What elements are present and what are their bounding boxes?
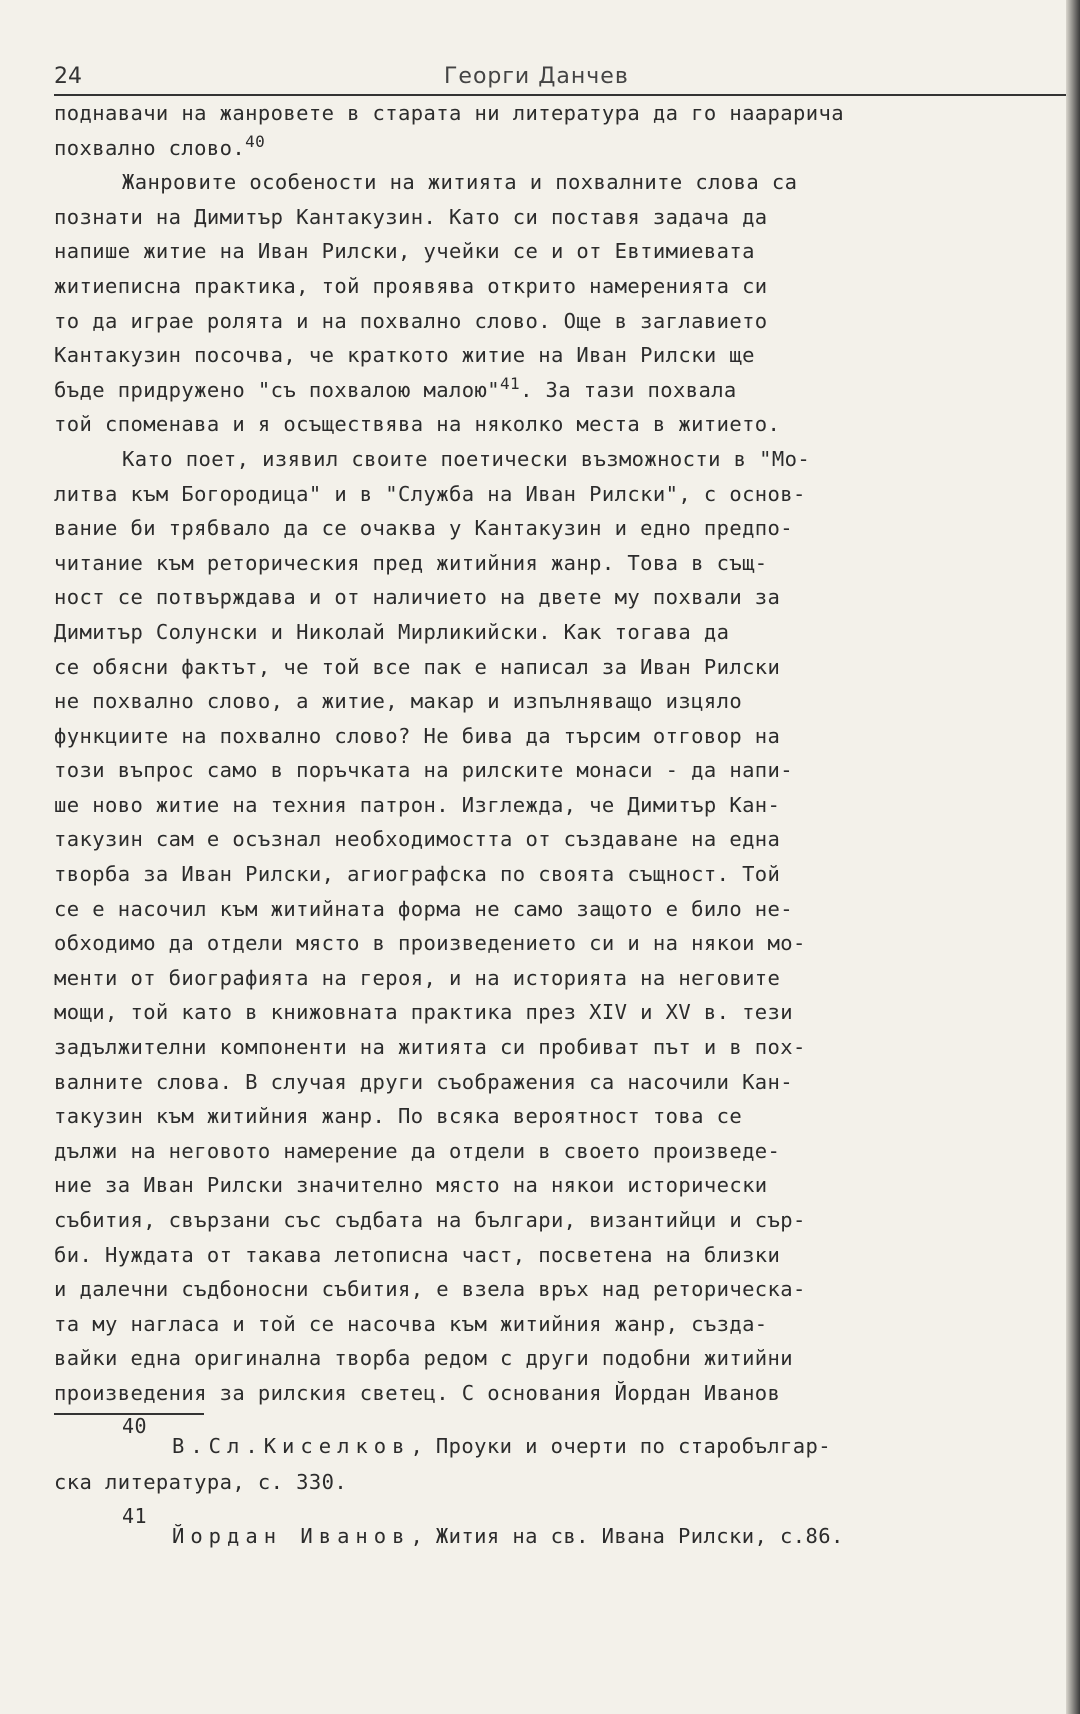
running-head: Георги Данчев <box>444 64 629 89</box>
text-line: той споменава и я осъществява на няколко места в житието. <box>54 412 781 437</box>
text-line: то да играе ролята и на похвално слово. Още в заглавието <box>54 308 768 333</box>
text-line: творба за Иван Рилски, агиографска по своята същност. Той <box>54 862 781 887</box>
text-line: вание би трябвало да се очаква у Кантакузин и едно предпо- <box>54 516 794 541</box>
text-line: този въпрос само в поръчката на рилските монаси - да напи- <box>54 758 794 783</box>
text-line: ше ново житие на техния патрон. Изглежда, че Димитър Кан- <box>54 792 781 817</box>
text-line: задължителни компоненти на житията си пробиват път и в пох- <box>54 1035 806 1060</box>
text-line: житиеписна практика, той проявява открито намеренията си <box>54 273 768 298</box>
text-line: валните слова. В случая други съображения са насочили Кан- <box>54 1069 794 1094</box>
text-line: не похвално слово, а житие, макар и изпълняващо изцяло <box>54 689 743 714</box>
text-line: познати на Димитър Кантакузин. Като си поставя задача да <box>54 204 768 229</box>
text-line: читание към реторическия пред житийния жанр. Това в същ- <box>54 550 768 575</box>
footnote-continuation: ска литература, с. 330. <box>54 1470 348 1494</box>
footnote-author: Йордан Иванов <box>172 1524 411 1548</box>
text-line: дължи на неговото намерение да отдели в своето произведе- <box>54 1138 781 1163</box>
text-segment: похвално слово. <box>54 135 246 160</box>
text-line: обходимо да отдели място в произведението си и на някои мо- <box>54 931 806 956</box>
text-line: произведения за рилския светец. С основания Йордан Иванов <box>54 1380 781 1405</box>
paragraph-start: Жанровите особености на житията и похвалните слова са <box>122 170 798 195</box>
text-line: вайки една оригинална творба редом с други подобни житийни <box>54 1346 794 1371</box>
text-line: Димитър Солунски и Николай Мирликийски. Как тогава да <box>54 619 730 644</box>
text-line: мощи, той като в книжовната практика през XIV и XV в. тези <box>54 1000 794 1025</box>
text-line: литва към Богородица" и в "Служба на Иван Рилски", с основ- <box>54 481 806 506</box>
text-line: ност се потвърждава и от наличието на двете му похвали за <box>54 585 781 610</box>
text-line <box>54 373 1064 408</box>
footnote-number: 41 <box>122 1504 147 1528</box>
text-line: ние за Иван Рилски значително място на някои исторически <box>54 1173 768 1198</box>
text-line: се е насочил към житийната форма не само защото е било не- <box>54 896 794 921</box>
text-line: Кантакузин посочва, че краткото житие на Иван Рилски ще <box>54 343 755 368</box>
text-line: такузин към житийния жанр. По всяка вероятност това се <box>54 1104 743 1129</box>
footnote-number: 40 <box>122 1414 147 1438</box>
footnote-author: В.Сл.Киселков <box>172 1434 411 1458</box>
footnote-41 <box>54 1504 1064 1554</box>
text-line: се обясни фактът, че той все пак е написал за Иван Рилски <box>54 654 781 679</box>
page-number: 24 <box>54 64 82 89</box>
footnote-40 <box>54 1414 1064 1500</box>
text-line: напише житие на Иван Рилски, учейки се и от Евтимиевата <box>54 239 755 264</box>
text-segment: бъде придружено "съ похвалою малою" <box>54 377 500 402</box>
text-line: такузин сам е осъзнал необходимостта от създаване на една <box>54 827 781 852</box>
text-segment: . За тази похвала <box>520 377 737 402</box>
footnote-citation: , Жития на св. Ивана Рилски, с.86. <box>410 1524 844 1548</box>
text-line: менти от биографията на героя, и на историята на неговите <box>54 965 781 990</box>
paragraph-start: Като поет, изявил своите поетически възможности в "Мо- <box>122 446 811 471</box>
footnote-ref-40: 40 <box>245 131 266 151</box>
text-line <box>54 131 1064 166</box>
text-line: функциите на похвално слово? Не бива да търсим отговор на <box>54 723 781 748</box>
footnote-text <box>54 1428 1064 1464</box>
footnote-text <box>54 1518 1064 1554</box>
text-line: би. Нуждата от такава летописна част, посветена на близки <box>54 1242 781 1267</box>
footnote-citation: , Проуки и очерти по старобългар- <box>410 1434 831 1458</box>
body-text <box>54 96 1064 1411</box>
text-line: и далечни съдбоносни събития, е взела връх над реторическа- <box>54 1277 806 1302</box>
text-line: та му нагласа и той се насочва към житийния жанр, създа- <box>54 1311 768 1336</box>
footnotes <box>54 1414 1064 1572</box>
text-line: поднавачи на жанровете в старата ни литература да го наарарича <box>54 101 845 125</box>
page-edge-shadow <box>1066 0 1080 1714</box>
footnote-ref-41: 41 <box>499 373 521 393</box>
page-header <box>54 64 1066 96</box>
text-line: събития, свързани със съдбата на българи, византийци и сър- <box>54 1208 806 1232</box>
